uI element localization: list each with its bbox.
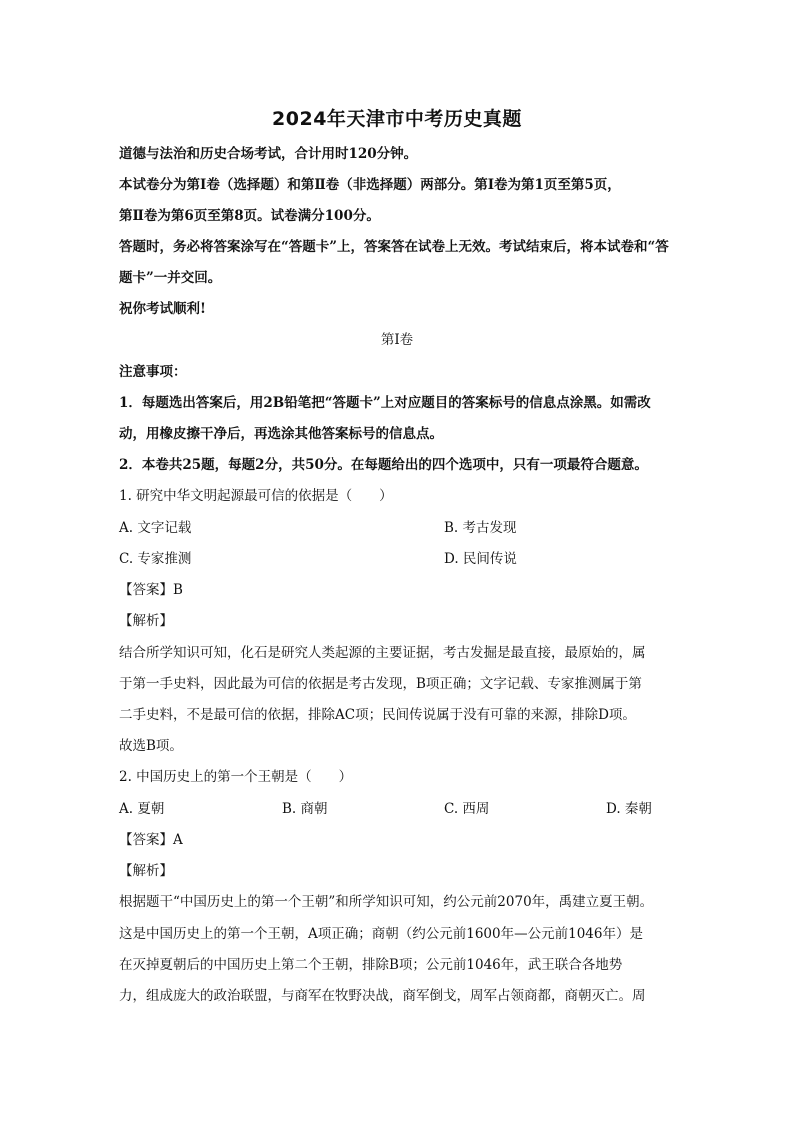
analysis-line: 根据题干“中国历史上的第一个王朝”和所学知识可知，约公元前2070年，禹建立夏王朝。	[119, 894, 654, 910]
notice-line: 2．本卷共25题，每题2分，共50分。在每题给出的四个选项中，只有一项最符合题意。	[119, 457, 648, 473]
analysis-line: 在灭掉夏朝后的中国历史上第二个王朝，排除B项；公元前1046年，武王联合各地势	[119, 957, 623, 973]
option-c: C. 西周	[444, 801, 490, 817]
analysis-line: 力，组成庞大的政治联盟，与商军在牧野决战，商军倒戈，周军占领商都，商朝灭亡。周	[119, 988, 646, 1004]
question-stem: 1. 研究中华文明起源最可信的依据是（ ）	[119, 488, 393, 504]
option-b: B. 商朝	[282, 801, 328, 817]
option-a: A. 夏朝	[119, 801, 165, 817]
intro-line: 题卡”一并交回。	[119, 270, 222, 286]
answer-label: 【答案】A	[119, 832, 183, 848]
option-d: D. 秦朝	[606, 801, 652, 817]
answer-label: 【答案】B	[119, 582, 183, 598]
option-a: A. 文字记载	[119, 520, 192, 536]
analysis-line: 结合所学知识可知，化石是研究人类起源的主要证据，考古发掘是最直接，最原始的，属	[119, 645, 646, 661]
option-d: D. 民间传说	[444, 551, 517, 567]
analysis-label: 【解析】	[119, 613, 173, 629]
intro-line: 答题时，务必将答案涂写在“答题卡”上，答案答在试卷上无效。考试结束后，将本试卷和“答	[119, 239, 669, 255]
notice-line: 动，用橡皮擦干净后，再选涂其他答案标号的信息点。	[119, 426, 443, 442]
analysis-line: 二手史料，不是最可信的依据，排除AC项；民间传说属于没有可靠的来源，排除D项。	[119, 707, 636, 723]
intro-line: 本试卷分为第Ⅰ卷（选择题）和第Ⅱ卷（非选择题）两部分。第Ⅰ卷为第1页至第5页，	[119, 177, 621, 193]
notice-heading: 注意事项：	[119, 364, 187, 380]
analysis-line: 于第一手史料，因此最为可信的依据是考古发现，B项正确；文字记载、专家推测属于第	[119, 676, 642, 692]
intro-line: 道德与法治和历史合场考试，合计用时120分钟。	[119, 146, 418, 162]
option-c: C. 专家推测	[119, 551, 192, 567]
analysis-line: 这是中国历史上的第一个王朝，A项正确；商朝（约公元前1600年—公元前1046年）是	[119, 926, 643, 942]
analysis-label: 【解析】	[119, 863, 173, 879]
option-b: B. 考古发现	[444, 520, 517, 536]
intro-line: 第Ⅱ卷为第6页至第8页。试卷满分100分。	[119, 208, 380, 224]
notice-line: 1．每题选出答案后，用2B铅笔把“答题卡”上对应题目的答案标号的信息点涂黑。如需改	[119, 395, 651, 411]
question-stem: 2. 中国历史上的第一个王朝是（ ）	[119, 769, 353, 785]
intro-line: 祝你考试顺利!	[119, 301, 206, 317]
page-title: 2024年天津市中考历史真题	[272, 108, 522, 130]
analysis-line: 故选B项。	[119, 738, 183, 754]
section-heading: 第Ⅰ卷	[380, 332, 414, 348]
